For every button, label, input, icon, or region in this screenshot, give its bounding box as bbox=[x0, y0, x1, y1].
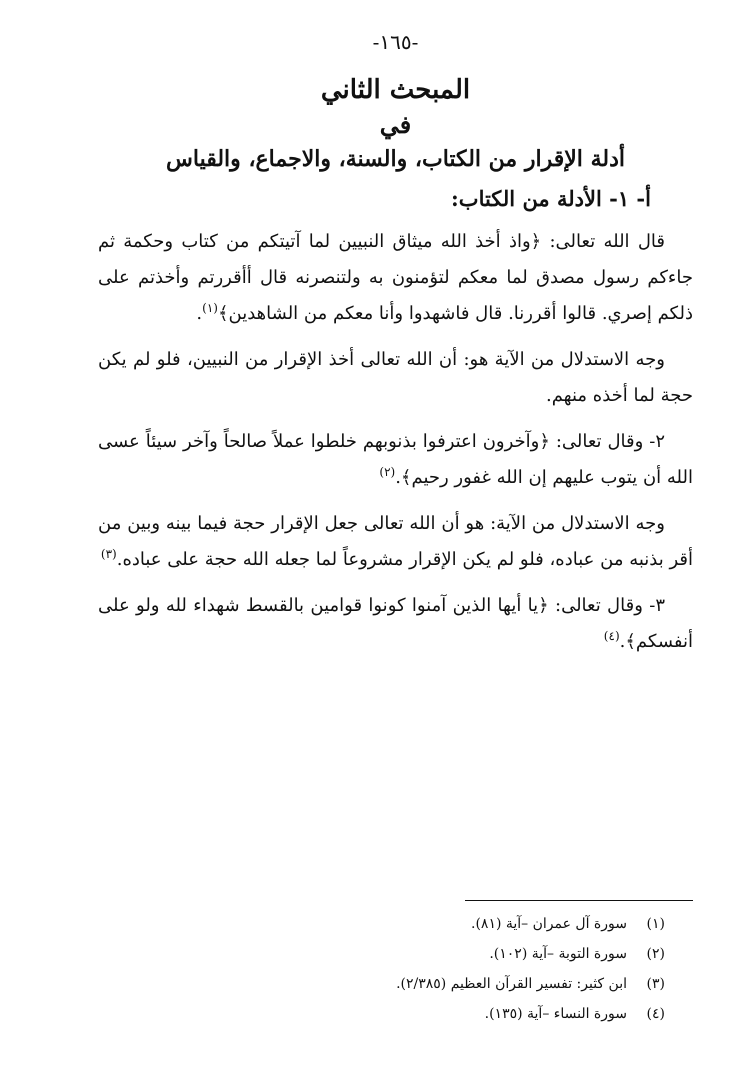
footnotes-section bbox=[98, 900, 693, 1029]
footnote-text: سورة النساء –آية (١٣٥). bbox=[484, 1006, 627, 1022]
paragraph-3-text: ٢- وقال تعالى: ﴿وآخرون اعترفوا بذنوبهم خلطوا عملاً صالحاً وآخر سيئاً عسى الله أن يتوب عليهم إن الله غفور رحيم﴾. bbox=[98, 431, 693, 488]
paragraph-4 bbox=[98, 506, 693, 578]
section-title: أ- ١- الأدلة من الكتاب: bbox=[451, 186, 651, 211]
footnote-ref-4: (٤) bbox=[603, 629, 620, 643]
footnote-number: (٢) bbox=[646, 946, 665, 962]
footnote-ref-2: (٢) bbox=[379, 465, 396, 479]
paragraph-2-text: وجه الاستدلال من الآية هو: أن الله تعالى أخذ الإقرار من النبيين، فلو لم يكن حجة لما أخذه منهم. bbox=[98, 349, 693, 406]
paragraph-1 bbox=[98, 224, 693, 332]
chapter-heading: المبحث الثاني bbox=[320, 75, 471, 105]
footnote-ref-1: (١) bbox=[202, 301, 218, 315]
page-number: -١٦٥- bbox=[372, 30, 419, 54]
footnote-item bbox=[98, 999, 693, 1029]
footnote-text: ابن كثير: تفسير القرآن العظيم (٢/٣٨٥). bbox=[396, 976, 627, 992]
paragraph-2 bbox=[98, 342, 693, 414]
paragraph-5 bbox=[98, 588, 693, 660]
footnote-item bbox=[98, 939, 693, 969]
paragraph-1-text: قال الله تعالى: ﴿واذ أخذ الله ميثاق النبيين لما آتيتكم من كتاب وحكمة ثم جاءكم رسول مصدق لما معكم لتؤمنون به ولتنصرنه قال أأقررتم وأخذتم على ذلكم إصري. قالوا أقررنا. قال فاشهدوا وأنا معكم من الشاهدين﴾ bbox=[98, 231, 693, 324]
paragraph-4-text: وجه الاستدلال من الآية: هو أن الله تعالى جعل الإقرار حجة فيما بينه وبين من أقر بذنبه من عباده، فلو لم يكن الإقرار مشروعاً لما جعله الله حجة على عباده. bbox=[98, 513, 693, 570]
footnote-item bbox=[98, 909, 693, 939]
footnote-divider bbox=[465, 900, 693, 901]
footnote-number: (٤) bbox=[646, 1006, 665, 1022]
footnote-text: سورة التوبة –آية (١٠٢). bbox=[489, 946, 627, 962]
chapter-subtitle: أدلة الإقرار من الكتاب، والسنة، والاجماع، والقياس bbox=[166, 146, 625, 172]
paragraph-5-text: ٣- وقال تعالى: ﴿يا أيها الذين آمنوا كونوا قوامين بالقسط شهداء لله ولو على أنفسكم﴾. bbox=[98, 595, 693, 652]
chapter-heading-connector: في bbox=[379, 110, 412, 139]
footnote-text: سورة آل عمران –آية (٨١). bbox=[471, 916, 627, 932]
footnote-item bbox=[98, 969, 693, 999]
footnote-number: (١) bbox=[646, 916, 665, 932]
footnote-number: (٣) bbox=[646, 976, 665, 992]
footnote-ref-3: (٣) bbox=[100, 547, 117, 561]
paragraph-1-tail: . bbox=[196, 303, 203, 324]
document-page bbox=[98, 30, 693, 1057]
paragraph-3 bbox=[98, 424, 693, 496]
